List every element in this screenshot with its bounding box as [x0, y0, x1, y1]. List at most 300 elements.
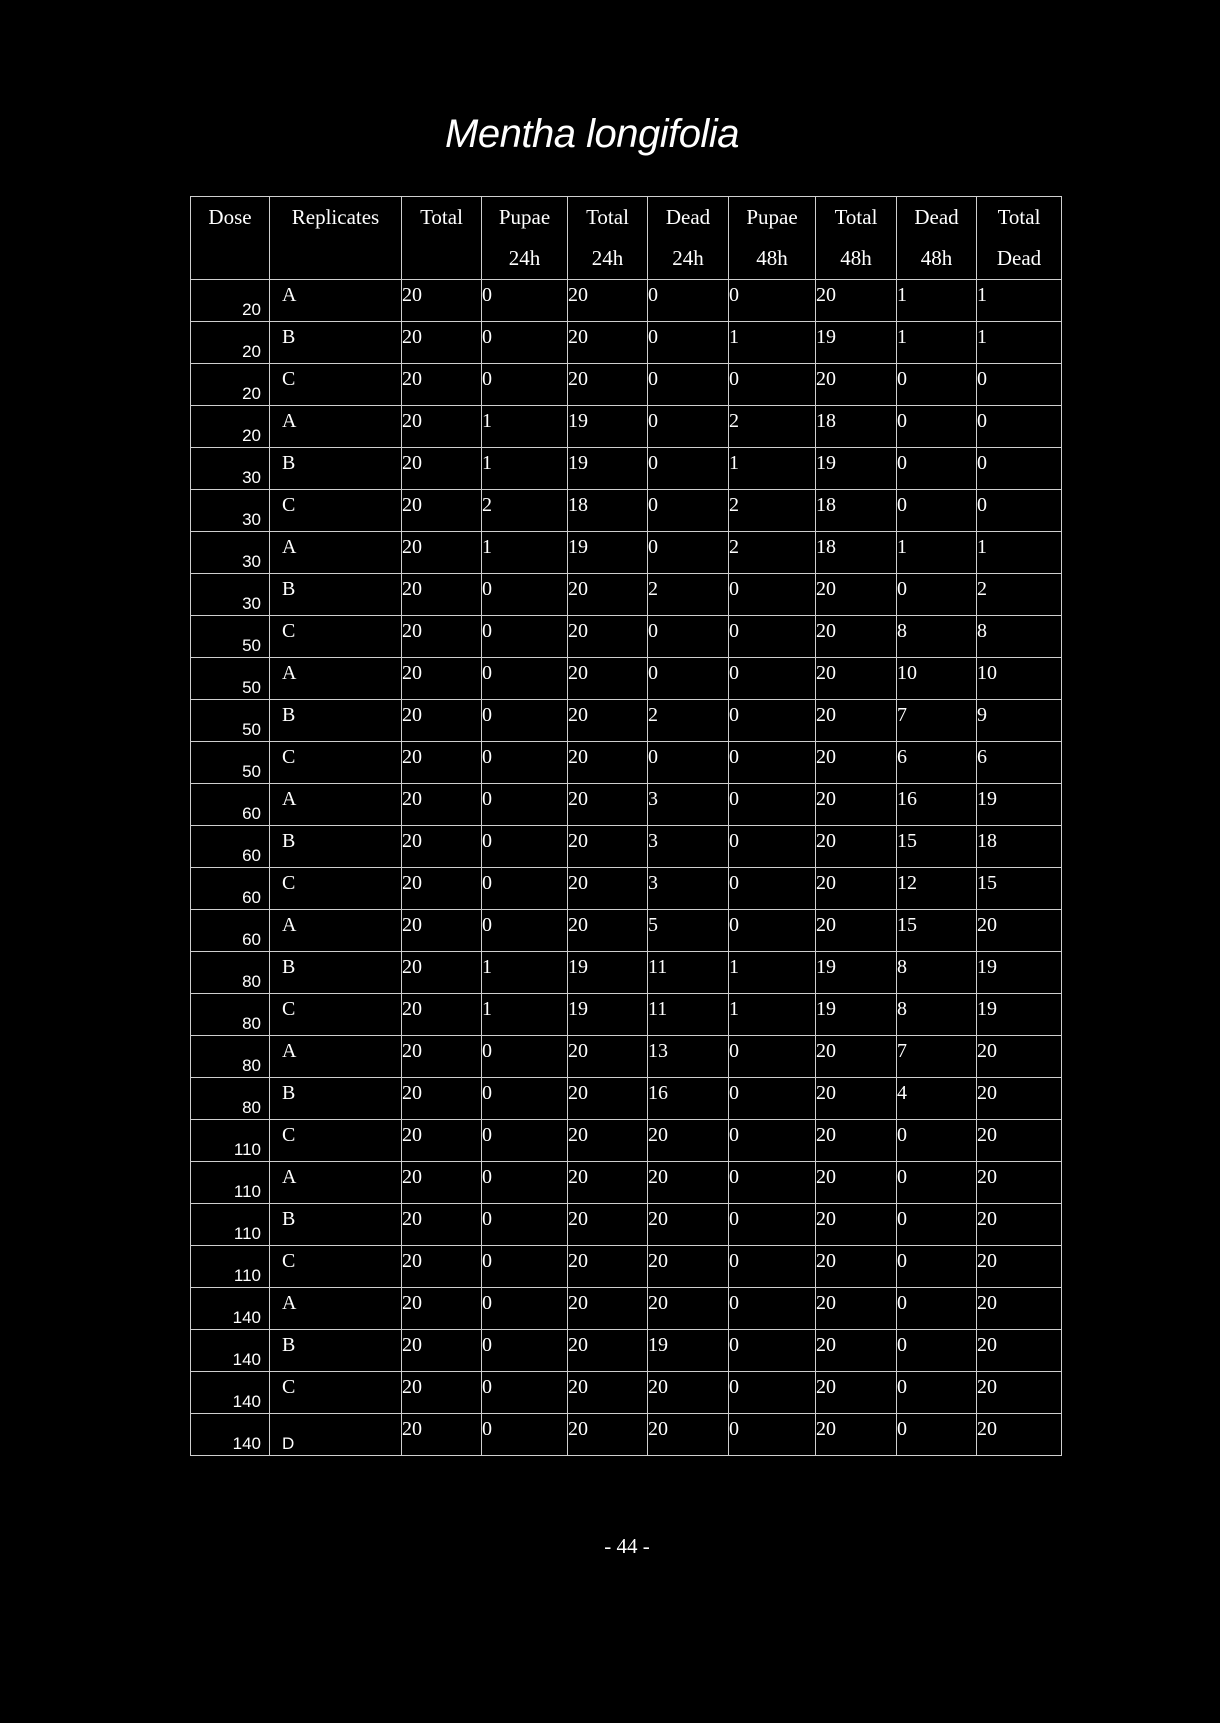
replicate-cell: A	[270, 658, 402, 700]
pupae-48h-cell: 0	[729, 1288, 816, 1330]
total-dead-cell: 10	[977, 658, 1062, 700]
dead-48h-cell: 7	[897, 700, 977, 742]
total-48h-cell: 19	[816, 448, 897, 490]
table-row	[191, 1120, 1062, 1162]
table-row	[191, 868, 1062, 910]
replicate-cell: A	[270, 910, 402, 952]
total-24h-cell: 19	[568, 448, 648, 490]
mortality-table	[190, 196, 1062, 1456]
column-header-pupae-24h: Pupae 24h	[482, 197, 568, 280]
dose-cell: 30	[191, 490, 270, 532]
dead-48h-cell: 8	[897, 952, 977, 994]
pupae-24h-cell: 0	[482, 364, 568, 406]
pupae-48h-cell: 0	[729, 616, 816, 658]
total-48h-cell: 19	[816, 322, 897, 364]
total-48h-cell: 20	[816, 1414, 897, 1456]
total-dead-cell: 19	[977, 784, 1062, 826]
dose-cell: 30	[191, 448, 270, 490]
column-header-total: Total	[402, 197, 482, 280]
total-dead-cell: 20	[977, 1246, 1062, 1288]
total-24h-cell: 20	[568, 1162, 648, 1204]
pupae-48h-cell: 0	[729, 1372, 816, 1414]
dead-24h-cell: 0	[648, 616, 729, 658]
dead-48h-cell: 0	[897, 1204, 977, 1246]
total-24h-cell: 20	[568, 700, 648, 742]
total-cell: 20	[402, 322, 482, 364]
total-48h-cell: 18	[816, 532, 897, 574]
total-24h-cell: 20	[568, 1036, 648, 1078]
total-dead-cell: 1	[977, 280, 1062, 322]
pupae-48h-cell: 0	[729, 574, 816, 616]
pupae-24h-cell: 0	[482, 868, 568, 910]
table-body	[191, 280, 1062, 1456]
pupae-24h-cell: 1	[482, 532, 568, 574]
column-header-dead-48h: Dead 48h	[897, 197, 977, 280]
dead-48h-cell: 15	[897, 910, 977, 952]
total-cell: 20	[402, 1036, 482, 1078]
total-24h-cell: 20	[568, 1414, 648, 1456]
dead-48h-cell: 0	[897, 364, 977, 406]
replicate-cell: A	[270, 406, 402, 448]
pupae-24h-cell: 0	[482, 322, 568, 364]
total-cell: 20	[402, 1162, 482, 1204]
total-cell: 20	[402, 364, 482, 406]
total-dead-cell: 20	[977, 1288, 1062, 1330]
pupae-24h-cell: 1	[482, 448, 568, 490]
dose-cell: 30	[191, 574, 270, 616]
pupae-24h-cell: 0	[482, 1414, 568, 1456]
total-dead-cell: 0	[977, 364, 1062, 406]
dose-cell: 140	[191, 1330, 270, 1372]
total-48h-cell: 20	[816, 742, 897, 784]
replicate-cell: B	[270, 574, 402, 616]
pupae-24h-cell: 1	[482, 952, 568, 994]
page-number: - 44 -	[604, 1534, 650, 1558]
table-row	[191, 1078, 1062, 1120]
pupae-48h-cell: 0	[729, 700, 816, 742]
table-row	[191, 952, 1062, 994]
dead-24h-cell: 5	[648, 910, 729, 952]
dead-48h-cell: 8	[897, 994, 977, 1036]
replicate-cell: C	[270, 1372, 402, 1414]
replicate-cell: B	[270, 1204, 402, 1246]
total-24h-cell: 20	[568, 322, 648, 364]
dead-24h-cell: 13	[648, 1036, 729, 1078]
total-48h-cell: 20	[816, 1120, 897, 1162]
replicate-cell: A	[270, 1288, 402, 1330]
total-24h-cell: 20	[568, 1330, 648, 1372]
dead-24h-cell: 2	[648, 700, 729, 742]
table-row	[191, 994, 1062, 1036]
pupae-24h-cell: 0	[482, 280, 568, 322]
dose-cell: 50	[191, 616, 270, 658]
replicate-cell: A	[270, 532, 402, 574]
pupae-48h-cell: 0	[729, 658, 816, 700]
total-dead-cell: 0	[977, 406, 1062, 448]
dose-cell: 50	[191, 742, 270, 784]
total-dead-cell: 20	[977, 1162, 1062, 1204]
dose-cell: 60	[191, 826, 270, 868]
pupae-48h-cell: 0	[729, 1414, 816, 1456]
dead-24h-cell: 0	[648, 742, 729, 784]
replicate-cell: A	[270, 1036, 402, 1078]
pupae-48h-cell: 0	[729, 1120, 816, 1162]
dose-cell: 60	[191, 910, 270, 952]
dose-cell: 20	[191, 322, 270, 364]
total-cell: 20	[402, 1414, 482, 1456]
table-row	[191, 742, 1062, 784]
dose-cell: 110	[191, 1162, 270, 1204]
table-row	[191, 1204, 1062, 1246]
column-header-pupae-48h: Pupae 48h	[729, 197, 816, 280]
pupae-48h-cell: 1	[729, 994, 816, 1036]
total-24h-cell: 19	[568, 532, 648, 574]
pupae-24h-cell: 0	[482, 1162, 568, 1204]
pupae-48h-cell: 1	[729, 322, 816, 364]
pupae-48h-cell: 0	[729, 910, 816, 952]
total-cell: 20	[402, 952, 482, 994]
column-header-total-dead: Total Dead	[977, 197, 1062, 280]
dead-48h-cell: 1	[897, 322, 977, 364]
total-48h-cell: 20	[816, 616, 897, 658]
pupae-24h-cell: 0	[482, 1120, 568, 1162]
table-row	[191, 616, 1062, 658]
total-24h-cell: 20	[568, 1204, 648, 1246]
pupae-24h-cell: 2	[482, 490, 568, 532]
column-header-total-48h: Total 48h	[816, 197, 897, 280]
replicate-cell: B	[270, 952, 402, 994]
total-cell: 20	[402, 574, 482, 616]
pupae-48h-cell: 0	[729, 784, 816, 826]
total-cell: 20	[402, 406, 482, 448]
dead-48h-cell: 6	[897, 742, 977, 784]
replicate-cell: C	[270, 1120, 402, 1162]
total-24h-cell: 20	[568, 658, 648, 700]
dead-24h-cell: 20	[648, 1162, 729, 1204]
dose-cell: 110	[191, 1246, 270, 1288]
pupae-48h-cell: 0	[729, 826, 816, 868]
table-row	[191, 280, 1062, 322]
dose-cell: 60	[191, 868, 270, 910]
total-cell: 20	[402, 910, 482, 952]
dead-24h-cell: 20	[648, 1288, 729, 1330]
dead-48h-cell: 0	[897, 490, 977, 532]
total-48h-cell: 19	[816, 952, 897, 994]
total-cell: 20	[402, 448, 482, 490]
column-header-dose: Dose	[191, 197, 270, 280]
total-dead-cell: 18	[977, 826, 1062, 868]
header-row	[191, 197, 1062, 280]
total-24h-cell: 20	[568, 742, 648, 784]
pupae-24h-cell: 0	[482, 826, 568, 868]
table-row	[191, 700, 1062, 742]
total-cell: 20	[402, 532, 482, 574]
pupae-24h-cell: 0	[482, 1036, 568, 1078]
total-48h-cell: 18	[816, 406, 897, 448]
dead-24h-cell: 0	[648, 532, 729, 574]
table-row	[191, 490, 1062, 532]
pupae-24h-cell: 0	[482, 616, 568, 658]
total-dead-cell: 1	[977, 322, 1062, 364]
pupae-24h-cell: 0	[482, 1204, 568, 1246]
total-24h-cell: 19	[568, 952, 648, 994]
dead-24h-cell: 20	[648, 1120, 729, 1162]
replicate-cell: C	[270, 364, 402, 406]
replicate-cell: B	[270, 1330, 402, 1372]
total-24h-cell: 19	[568, 406, 648, 448]
total-cell: 20	[402, 1078, 482, 1120]
dead-24h-cell: 16	[648, 1078, 729, 1120]
total-48h-cell: 20	[816, 784, 897, 826]
total-dead-cell: 9	[977, 700, 1062, 742]
table-row	[191, 1372, 1062, 1414]
total-cell: 20	[402, 616, 482, 658]
table-row	[191, 574, 1062, 616]
pupae-48h-cell: 1	[729, 952, 816, 994]
pupae-24h-cell: 1	[482, 994, 568, 1036]
dead-48h-cell: 0	[897, 1246, 977, 1288]
total-48h-cell: 20	[816, 910, 897, 952]
total-48h-cell: 20	[816, 1330, 897, 1372]
table-row	[191, 826, 1062, 868]
total-48h-cell: 20	[816, 1246, 897, 1288]
total-24h-cell: 20	[568, 1372, 648, 1414]
dose-cell: 20	[191, 364, 270, 406]
pupae-24h-cell: 0	[482, 1246, 568, 1288]
total-cell: 20	[402, 1372, 482, 1414]
dose-cell: 20	[191, 280, 270, 322]
total-dead-cell: 20	[977, 1204, 1062, 1246]
table-row	[191, 1288, 1062, 1330]
total-48h-cell: 20	[816, 1204, 897, 1246]
replicate-cell: B	[270, 1078, 402, 1120]
total-cell: 20	[402, 700, 482, 742]
replicate-cell: C	[270, 1246, 402, 1288]
dose-cell: 110	[191, 1120, 270, 1162]
dead-48h-cell: 4	[897, 1078, 977, 1120]
pupae-24h-cell: 0	[482, 1330, 568, 1372]
dose-cell: 20	[191, 406, 270, 448]
column-header-dead-24h: Dead 24h	[648, 197, 729, 280]
dead-48h-cell: 0	[897, 448, 977, 490]
dead-24h-cell: 20	[648, 1414, 729, 1456]
pupae-24h-cell: 0	[482, 1288, 568, 1330]
dead-48h-cell: 0	[897, 1330, 977, 1372]
total-24h-cell: 19	[568, 994, 648, 1036]
dead-24h-cell: 11	[648, 952, 729, 994]
total-48h-cell: 20	[816, 1372, 897, 1414]
total-cell: 20	[402, 1120, 482, 1162]
dose-cell: 50	[191, 700, 270, 742]
total-48h-cell: 20	[816, 1162, 897, 1204]
dead-24h-cell: 3	[648, 784, 729, 826]
dead-48h-cell: 0	[897, 406, 977, 448]
pupae-24h-cell: 0	[482, 700, 568, 742]
dead-48h-cell: 1	[897, 280, 977, 322]
replicate-cell: C	[270, 994, 402, 1036]
total-cell: 20	[402, 868, 482, 910]
total-dead-cell: 1	[977, 532, 1062, 574]
table-row	[191, 406, 1062, 448]
total-48h-cell: 20	[816, 574, 897, 616]
replicate-cell: A	[270, 784, 402, 826]
total-cell: 20	[402, 490, 482, 532]
pupae-48h-cell: 0	[729, 1246, 816, 1288]
total-cell: 20	[402, 658, 482, 700]
replicate-cell: C	[270, 742, 402, 784]
total-cell: 20	[402, 994, 482, 1036]
dead-24h-cell: 20	[648, 1204, 729, 1246]
pupae-24h-cell: 0	[482, 742, 568, 784]
total-48h-cell: 20	[816, 1036, 897, 1078]
total-24h-cell: 20	[568, 364, 648, 406]
total-dead-cell: 0	[977, 448, 1062, 490]
dose-cell: 140	[191, 1288, 270, 1330]
total-dead-cell: 19	[977, 994, 1062, 1036]
total-dead-cell: 19	[977, 952, 1062, 994]
pupae-24h-cell: 1	[482, 406, 568, 448]
pupae-48h-cell: 0	[729, 1204, 816, 1246]
table-row	[191, 1414, 1062, 1456]
total-24h-cell: 20	[568, 1078, 648, 1120]
dose-cell: 110	[191, 1204, 270, 1246]
total-cell: 20	[402, 280, 482, 322]
dead-24h-cell: 0	[648, 406, 729, 448]
dead-48h-cell: 0	[897, 1288, 977, 1330]
total-cell: 20	[402, 1246, 482, 1288]
dead-24h-cell: 2	[648, 574, 729, 616]
dose-cell: 140	[191, 1414, 270, 1456]
total-24h-cell: 20	[568, 574, 648, 616]
total-48h-cell: 20	[816, 364, 897, 406]
total-cell: 20	[402, 1330, 482, 1372]
replicate-cell: A	[270, 280, 402, 322]
table-row	[191, 1036, 1062, 1078]
table-row	[191, 322, 1062, 364]
dose-cell: 80	[191, 994, 270, 1036]
table-row	[191, 784, 1062, 826]
total-48h-cell: 20	[816, 280, 897, 322]
table-row	[191, 1330, 1062, 1372]
dead-48h-cell: 10	[897, 658, 977, 700]
pupae-48h-cell: 0	[729, 280, 816, 322]
total-dead-cell: 6	[977, 742, 1062, 784]
pupae-48h-cell: 0	[729, 1330, 816, 1372]
total-dead-cell: 20	[977, 910, 1062, 952]
dead-48h-cell: 16	[897, 784, 977, 826]
dead-24h-cell: 3	[648, 826, 729, 868]
total-24h-cell: 20	[568, 1120, 648, 1162]
dose-cell: 80	[191, 952, 270, 994]
total-dead-cell: 8	[977, 616, 1062, 658]
pupae-48h-cell: 0	[729, 868, 816, 910]
dead-24h-cell: 20	[648, 1372, 729, 1414]
total-dead-cell: 20	[977, 1372, 1062, 1414]
total-48h-cell: 20	[816, 826, 897, 868]
dead-24h-cell: 0	[648, 490, 729, 532]
pupae-48h-cell: 0	[729, 1162, 816, 1204]
dead-24h-cell: 0	[648, 658, 729, 700]
total-cell: 20	[402, 1288, 482, 1330]
dead-24h-cell: 11	[648, 994, 729, 1036]
dead-24h-cell: 3	[648, 868, 729, 910]
table-row	[191, 658, 1062, 700]
table-row	[191, 1162, 1062, 1204]
pupae-48h-cell: 0	[729, 1078, 816, 1120]
pupae-24h-cell: 0	[482, 1078, 568, 1120]
total-48h-cell: 20	[816, 700, 897, 742]
total-24h-cell: 20	[568, 868, 648, 910]
dead-48h-cell: 1	[897, 532, 977, 574]
dose-cell: 60	[191, 784, 270, 826]
total-dead-cell: 20	[977, 1414, 1062, 1456]
total-24h-cell: 20	[568, 616, 648, 658]
pupae-48h-cell: 0	[729, 364, 816, 406]
pupae-24h-cell: 0	[482, 784, 568, 826]
total-cell: 20	[402, 1204, 482, 1246]
table-row	[191, 532, 1062, 574]
replicate-cell: B	[270, 826, 402, 868]
table-row	[191, 448, 1062, 490]
dead-48h-cell: 0	[897, 1120, 977, 1162]
total-cell: 20	[402, 826, 482, 868]
pupae-48h-cell: 1	[729, 448, 816, 490]
total-dead-cell: 20	[977, 1036, 1062, 1078]
total-dead-cell: 20	[977, 1120, 1062, 1162]
total-24h-cell: 18	[568, 490, 648, 532]
total-dead-cell: 0	[977, 490, 1062, 532]
dead-24h-cell: 19	[648, 1330, 729, 1372]
dead-48h-cell: 7	[897, 1036, 977, 1078]
document-title: Mentha longifolia	[445, 112, 739, 156]
pupae-48h-cell: 0	[729, 1036, 816, 1078]
replicate-cell: C	[270, 616, 402, 658]
dead-48h-cell: 12	[897, 868, 977, 910]
column-header-replicates: Replicates	[270, 197, 402, 280]
total-24h-cell: 20	[568, 1246, 648, 1288]
total-48h-cell: 20	[816, 658, 897, 700]
table-row	[191, 910, 1062, 952]
dead-24h-cell: 0	[648, 448, 729, 490]
total-dead-cell: 20	[977, 1078, 1062, 1120]
dead-48h-cell: 0	[897, 1414, 977, 1456]
pupae-24h-cell: 0	[482, 910, 568, 952]
total-24h-cell: 20	[568, 910, 648, 952]
dead-24h-cell: 20	[648, 1246, 729, 1288]
dead-24h-cell: 0	[648, 364, 729, 406]
pupae-24h-cell: 0	[482, 658, 568, 700]
replicate-cell: B	[270, 700, 402, 742]
replicate-cell: C	[270, 490, 402, 532]
total-48h-cell: 18	[816, 490, 897, 532]
total-48h-cell: 20	[816, 1078, 897, 1120]
replicate-cell: A	[270, 1162, 402, 1204]
total-48h-cell: 19	[816, 994, 897, 1036]
dead-48h-cell: 8	[897, 616, 977, 658]
total-24h-cell: 20	[568, 826, 648, 868]
total-48h-cell: 20	[816, 868, 897, 910]
total-24h-cell: 20	[568, 784, 648, 826]
dose-cell: 30	[191, 532, 270, 574]
total-cell: 20	[402, 784, 482, 826]
dead-24h-cell: 0	[648, 322, 729, 364]
table-row	[191, 1246, 1062, 1288]
table-row	[191, 364, 1062, 406]
total-dead-cell: 20	[977, 1330, 1062, 1372]
dose-cell: 80	[191, 1078, 270, 1120]
column-header-total-24h: Total 24h	[568, 197, 648, 280]
dead-48h-cell: 0	[897, 1372, 977, 1414]
